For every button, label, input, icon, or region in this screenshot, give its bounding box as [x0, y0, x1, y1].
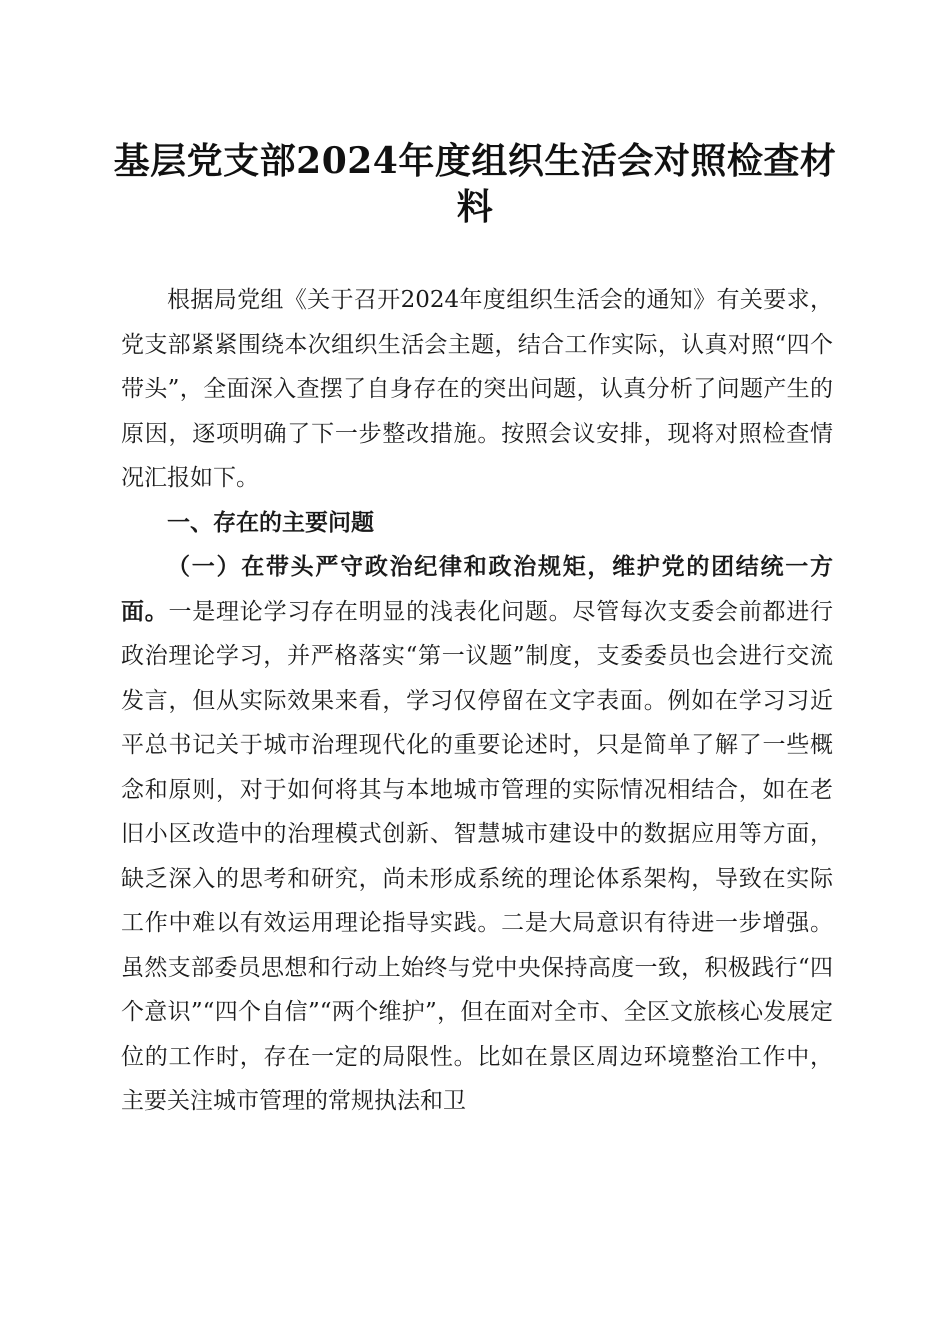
subsection-body: 一是理论学习存在明显的浅表化问题。尽管每次支委会前都进行政治理论学习，并严格落实“第一议题”制度，支委委员也会进行交流发言，但从实际效果来看，学习仅停留在文字表面。例如在学习习近平总书记关于城市治理现代化的重要论述时，只是简单了解了一些概念和原则，对于如何将其与本地城市管理的实际情况相结合，如在老旧小区改造中的治理模式创新、智慧城市建设中的数据应用等方面，缺乏深入的思考和研究，尚未形成系统的理论体系架构，导致在实际工作中难以有效运用理论指导实践。二是大局意识有待进一步增强。虽然支部委员思想和行动上始终与党中央保持高度一致，积极践行“四个意识”“四个自信”“两个维护”，但在面对全市、全区文旅核心发展定位的工作时，存在一定的局限性。比如在景区周边环境整治工作中，主要关注城市管理的常规执法和卫 — [121, 598, 834, 1114]
section-heading — [121, 501, 833, 546]
document-body — [121, 278, 833, 1124]
subsection-heading: （一）在带头严守政治纪律和政治规矩，维护党的团结统一方面。 — [121, 553, 833, 625]
intro-paragraph: 根据局党组《关于召开2024年度组织生活会的通知》有关要求，党支部紧紧围绕本次组织生活会主题，结合工作实际，认真对照“四个带头”，全面深入查摆了自身存在的突出问题，认真分析了问题产生的原因，逐项明确了下一步整改措施。按照会议安排，现将对照检查情况汇报如下。 — [121, 287, 833, 491]
section-heading-text: 一、存在的主要问题 — [167, 509, 374, 536]
subsection-paragraph — [121, 545, 833, 1124]
document-title: 基层党支部2024年度组织生活会对照检查材料 — [113, 140, 837, 228]
